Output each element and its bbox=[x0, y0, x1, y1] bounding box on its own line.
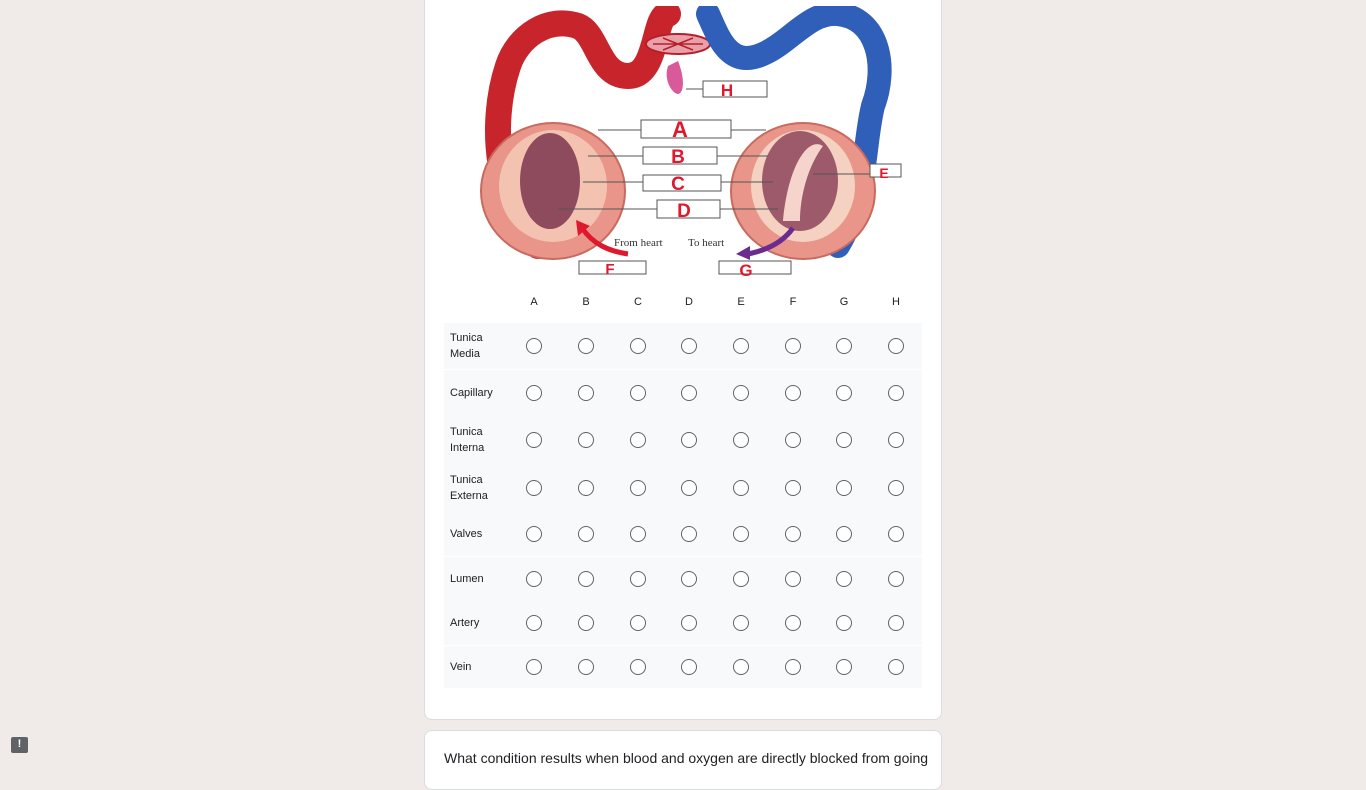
diagram-label-d: D bbox=[677, 201, 691, 222]
radio-button[interactable] bbox=[681, 571, 697, 587]
row-label: Capillary bbox=[450, 387, 493, 399]
radio-button[interactable] bbox=[681, 432, 697, 448]
radio-button[interactable] bbox=[526, 480, 542, 496]
radio-button[interactable] bbox=[888, 338, 904, 354]
radio-button[interactable] bbox=[733, 338, 749, 354]
radio-button[interactable] bbox=[681, 615, 697, 631]
blood-vessel-diagram bbox=[478, 6, 904, 278]
radio-button[interactable] bbox=[578, 385, 594, 401]
grid-row bbox=[444, 512, 922, 556]
grid-row bbox=[444, 464, 922, 512]
radio-button[interactable] bbox=[630, 432, 646, 448]
column-header-d: D bbox=[685, 296, 693, 308]
radio-button[interactable] bbox=[526, 571, 542, 587]
report-icon: ! bbox=[17, 738, 22, 750]
grid-row bbox=[444, 370, 922, 416]
column-header-a: A bbox=[530, 296, 538, 308]
row-label: Tunica Interna bbox=[450, 426, 485, 454]
to-heart-arrowhead bbox=[736, 246, 750, 260]
radio-button[interactable] bbox=[733, 615, 749, 631]
radio-button[interactable] bbox=[836, 526, 852, 542]
radio-button[interactable] bbox=[578, 432, 594, 448]
row-label: Vein bbox=[450, 661, 472, 673]
radio-button[interactable] bbox=[888, 480, 904, 496]
from-heart-label: From heart bbox=[614, 237, 663, 249]
grid-row bbox=[444, 416, 922, 464]
column-header-e: E bbox=[737, 296, 745, 308]
diagram-label-f: F bbox=[605, 261, 615, 278]
diagram-label-h: H bbox=[720, 81, 734, 100]
radio-button[interactable] bbox=[785, 659, 801, 675]
radio-button[interactable] bbox=[578, 338, 594, 354]
radio-button[interactable] bbox=[836, 385, 852, 401]
radio-button[interactable] bbox=[836, 659, 852, 675]
grid-column-headers bbox=[444, 296, 922, 312]
radio-button[interactable] bbox=[681, 659, 697, 675]
diagram-label-e: E bbox=[879, 165, 889, 181]
row-label: Lumen bbox=[450, 573, 484, 585]
radio-button[interactable] bbox=[578, 659, 594, 675]
radio-button[interactable] bbox=[888, 526, 904, 542]
report-feedback-button[interactable] bbox=[11, 737, 28, 753]
column-header-c: C bbox=[634, 296, 642, 308]
row-label: Valves bbox=[450, 528, 483, 540]
column-header-f: F bbox=[789, 296, 797, 308]
grid-row bbox=[444, 646, 922, 688]
diagram-label-c: C bbox=[671, 174, 685, 195]
column-header-g: G bbox=[839, 296, 849, 308]
radio-button[interactable] bbox=[785, 571, 801, 587]
radio-button[interactable] bbox=[888, 659, 904, 675]
radio-button[interactable] bbox=[733, 432, 749, 448]
radio-button[interactable] bbox=[630, 526, 646, 542]
radio-button[interactable] bbox=[526, 615, 542, 631]
radio-button[interactable] bbox=[578, 615, 594, 631]
radio-button[interactable] bbox=[733, 659, 749, 675]
radio-button[interactable] bbox=[630, 659, 646, 675]
radio-button[interactable] bbox=[578, 480, 594, 496]
radio-button[interactable] bbox=[785, 480, 801, 496]
radio-button[interactable] bbox=[681, 338, 697, 354]
radio-button[interactable] bbox=[888, 385, 904, 401]
radio-button[interactable] bbox=[578, 526, 594, 542]
radio-button[interactable] bbox=[785, 526, 801, 542]
grid-row bbox=[444, 601, 922, 645]
row-label: Artery bbox=[450, 617, 480, 629]
radio-button[interactable] bbox=[836, 615, 852, 631]
radio-button[interactable] bbox=[630, 385, 646, 401]
column-header-b: B bbox=[582, 296, 590, 308]
grid-row bbox=[444, 557, 922, 601]
row-label: Tunica Media bbox=[450, 332, 483, 360]
to-heart-label: To heart bbox=[688, 237, 725, 249]
radio-button[interactable] bbox=[888, 615, 904, 631]
radio-button[interactable] bbox=[526, 385, 542, 401]
radio-button[interactable] bbox=[888, 571, 904, 587]
radio-button[interactable] bbox=[836, 480, 852, 496]
radio-button[interactable] bbox=[733, 571, 749, 587]
capillary-tube bbox=[667, 61, 683, 94]
diagram-label-b: B bbox=[671, 147, 685, 168]
radio-button[interactable] bbox=[785, 385, 801, 401]
radio-button[interactable] bbox=[578, 571, 594, 587]
radio-button[interactable] bbox=[836, 571, 852, 587]
radio-button[interactable] bbox=[526, 526, 542, 542]
radio-button[interactable] bbox=[681, 480, 697, 496]
radio-button[interactable] bbox=[630, 338, 646, 354]
radio-button[interactable] bbox=[681, 385, 697, 401]
radio-button[interactable] bbox=[733, 385, 749, 401]
column-header-h: H bbox=[892, 296, 900, 308]
radio-button[interactable] bbox=[733, 526, 749, 542]
radio-button[interactable] bbox=[630, 615, 646, 631]
radio-button[interactable] bbox=[681, 526, 697, 542]
radio-button[interactable] bbox=[785, 432, 801, 448]
radio-button[interactable] bbox=[630, 480, 646, 496]
artery-lumen bbox=[520, 133, 580, 229]
radio-button[interactable] bbox=[526, 659, 542, 675]
radio-button[interactable] bbox=[733, 480, 749, 496]
next-question-text: What condition results when blood and oxygen are directly blocked from going bbox=[444, 750, 929, 766]
diagram-label-g: G bbox=[739, 261, 753, 278]
radio-button[interactable] bbox=[888, 432, 904, 448]
radio-button[interactable] bbox=[836, 432, 852, 448]
diagram-label-a: A bbox=[672, 117, 688, 142]
radio-button[interactable] bbox=[785, 338, 801, 354]
row-label: Tunica Externa bbox=[450, 474, 488, 502]
grid-row bbox=[444, 323, 922, 369]
radio-button[interactable] bbox=[836, 338, 852, 354]
radio-button[interactable] bbox=[785, 615, 801, 631]
radio-button[interactable] bbox=[630, 571, 646, 587]
radio-button[interactable] bbox=[526, 432, 542, 448]
radio-button[interactable] bbox=[526, 338, 542, 354]
